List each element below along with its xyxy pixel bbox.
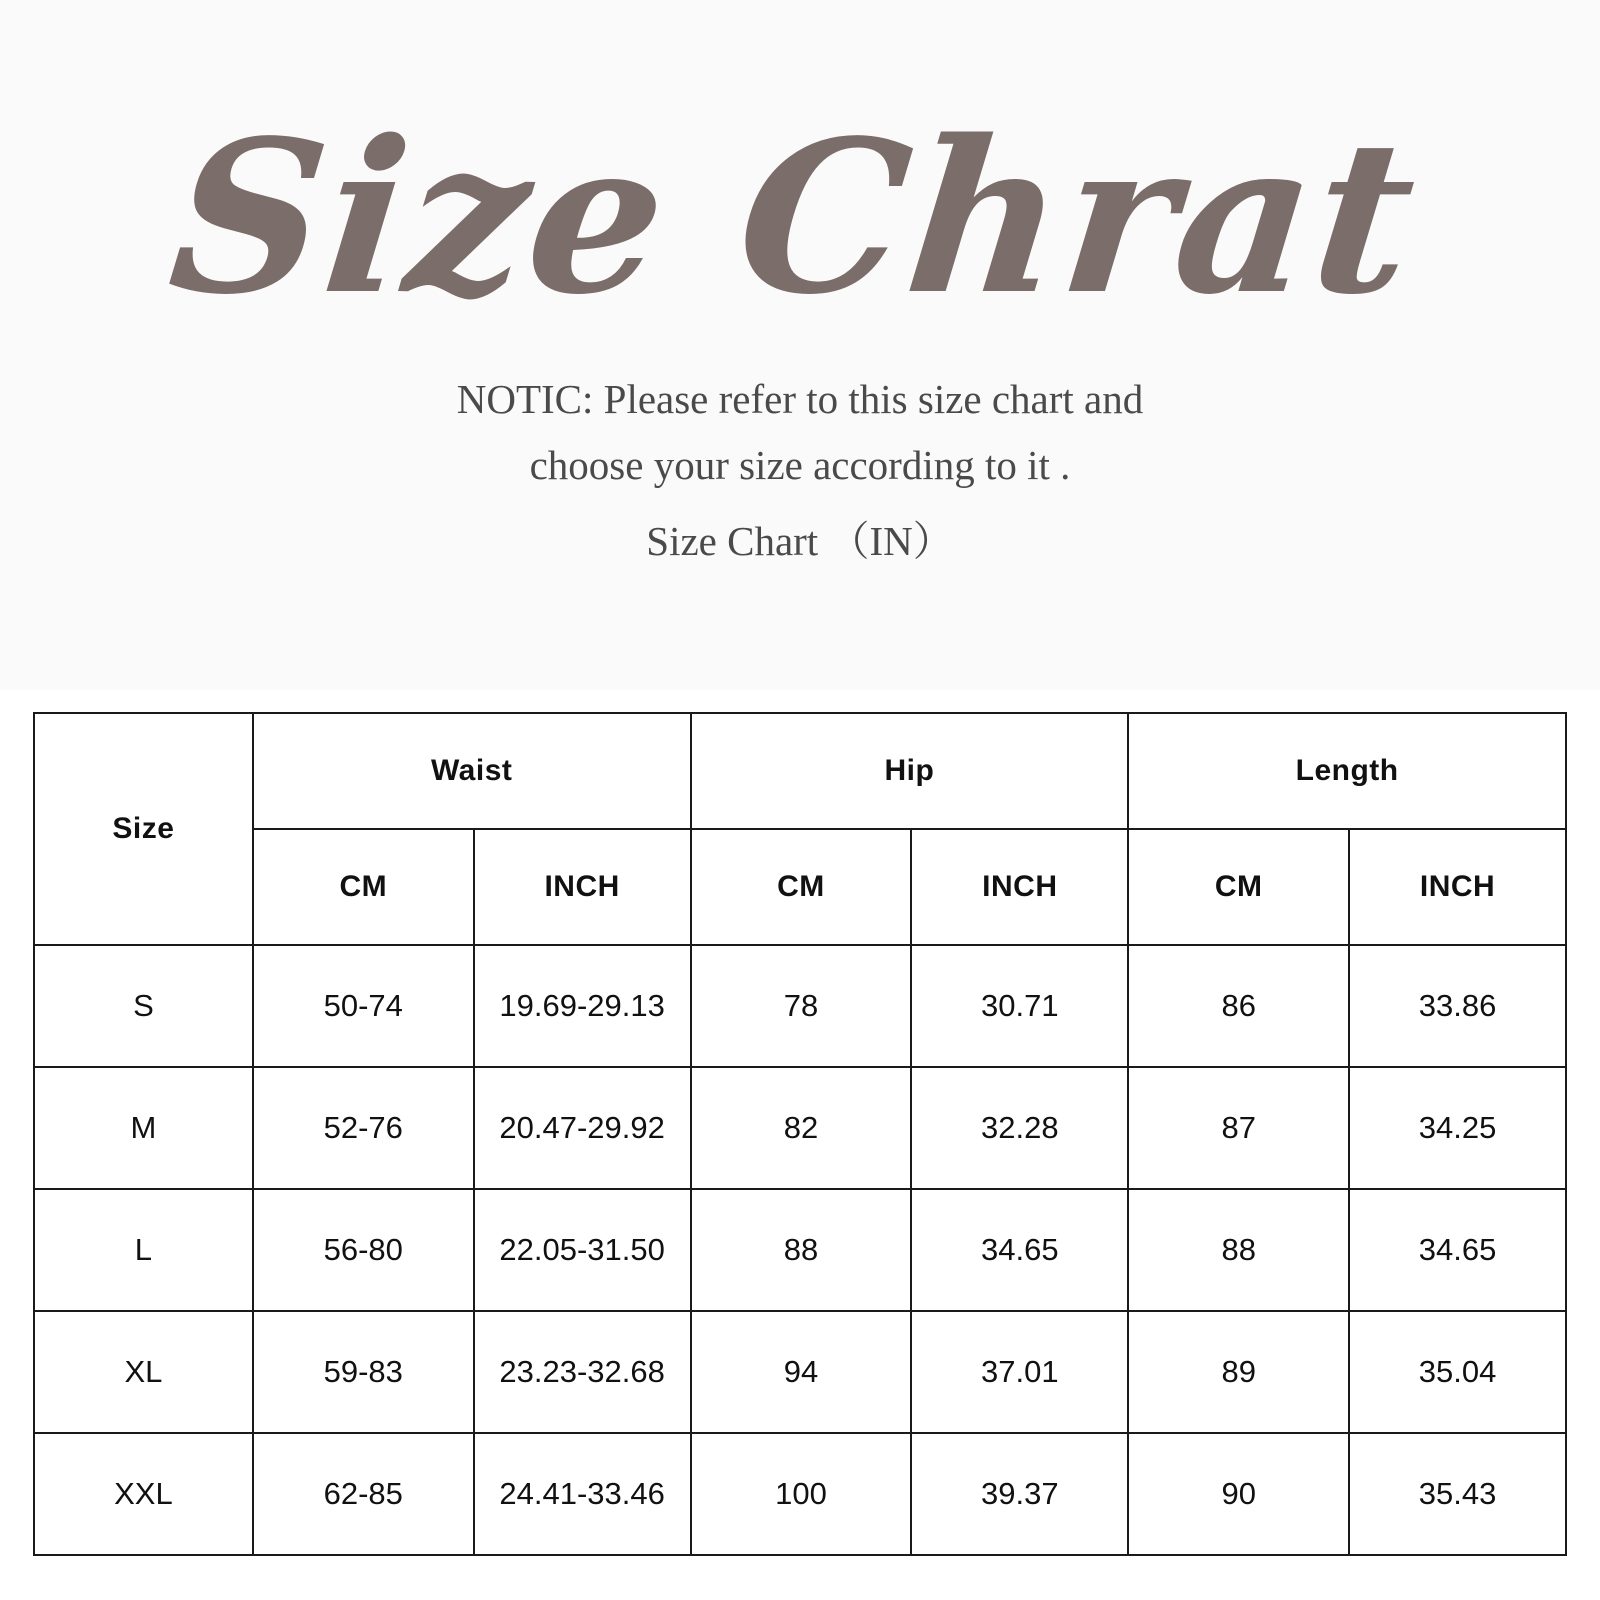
cell-hip-inch: 37.01 — [911, 1311, 1128, 1433]
unit-header-waist-cm: CM — [253, 829, 474, 945]
cell-waist-inch: 22.05-31.50 — [474, 1189, 691, 1311]
cell-waist-inch: 24.41-33.46 — [474, 1433, 691, 1555]
cell-size: XL — [34, 1311, 253, 1433]
table-header-row-units — [34, 829, 1566, 945]
cell-length-cm: 89 — [1128, 1311, 1349, 1433]
cell-length-inch: 33.86 — [1349, 945, 1566, 1067]
table-row — [34, 1433, 1566, 1555]
cell-hip-cm: 78 — [691, 945, 912, 1067]
page-title: Size Chrat — [160, 94, 1428, 341]
cell-waist-cm: 56-80 — [253, 1189, 474, 1311]
cell-waist-inch: 23.23-32.68 — [474, 1311, 691, 1433]
unit-header-waist-inch: INCH — [474, 829, 691, 945]
cell-size: S — [34, 945, 253, 1067]
table-row — [34, 1189, 1566, 1311]
cell-hip-cm: 100 — [691, 1433, 912, 1555]
column-header-waist: Waist — [253, 713, 691, 829]
unit-header-hip-cm: CM — [691, 829, 912, 945]
cell-length-inch: 34.25 — [1349, 1067, 1566, 1189]
size-table — [33, 712, 1567, 1556]
unit-header-length-inch: INCH — [1349, 829, 1566, 945]
cell-length-cm: 87 — [1128, 1067, 1349, 1189]
cell-hip-cm: 94 — [691, 1311, 912, 1433]
cell-waist-cm: 52-76 — [253, 1067, 474, 1189]
cell-waist-cm: 59-83 — [253, 1311, 474, 1433]
cell-length-inch: 34.65 — [1349, 1189, 1566, 1311]
cell-size: XXL — [34, 1433, 253, 1555]
column-header-length: Length — [1128, 713, 1566, 829]
table-row — [34, 1311, 1566, 1433]
notice-text — [0, 318, 1600, 575]
table-header-row-groups — [34, 713, 1566, 829]
size-table-container — [33, 712, 1567, 1556]
cell-length-cm: 88 — [1128, 1189, 1349, 1311]
cell-hip-inch: 39.37 — [911, 1433, 1128, 1555]
notice-line-2: choose your size according to it . — [529, 441, 1071, 488]
column-header-hip: Hip — [691, 713, 1129, 829]
cell-hip-cm: 88 — [691, 1189, 912, 1311]
cell-hip-inch: 30.71 — [911, 945, 1128, 1067]
cell-waist-cm: 50-74 — [253, 945, 474, 1067]
notice-line-1: NOTIC: Please refer to this size chart and — [456, 375, 1144, 422]
cell-length-inch: 35.43 — [1349, 1433, 1566, 1555]
cell-length-cm: 90 — [1128, 1433, 1349, 1555]
cell-waist-inch: 20.47-29.92 — [474, 1067, 691, 1189]
cell-hip-inch: 32.28 — [911, 1067, 1128, 1189]
cell-hip-inch: 34.65 — [911, 1189, 1128, 1311]
table-body — [34, 945, 1566, 1555]
header-banner — [0, 0, 1600, 690]
cell-length-cm: 86 — [1128, 945, 1349, 1067]
cell-size: M — [34, 1067, 253, 1189]
table-head — [34, 713, 1566, 945]
chart-subtitle: Size Chart （IN） — [646, 518, 954, 565]
table-row — [34, 1067, 1566, 1189]
unit-header-hip-inch: INCH — [911, 829, 1128, 945]
cell-length-inch: 35.04 — [1349, 1311, 1566, 1433]
column-header-size: Size — [34, 713, 253, 945]
cell-hip-cm: 82 — [691, 1067, 912, 1189]
cell-size: L — [34, 1189, 253, 1311]
cell-waist-cm: 62-85 — [253, 1433, 474, 1555]
table-row — [34, 945, 1566, 1067]
unit-header-length-cm: CM — [1128, 829, 1349, 945]
cell-waist-inch: 19.69-29.13 — [474, 945, 691, 1067]
